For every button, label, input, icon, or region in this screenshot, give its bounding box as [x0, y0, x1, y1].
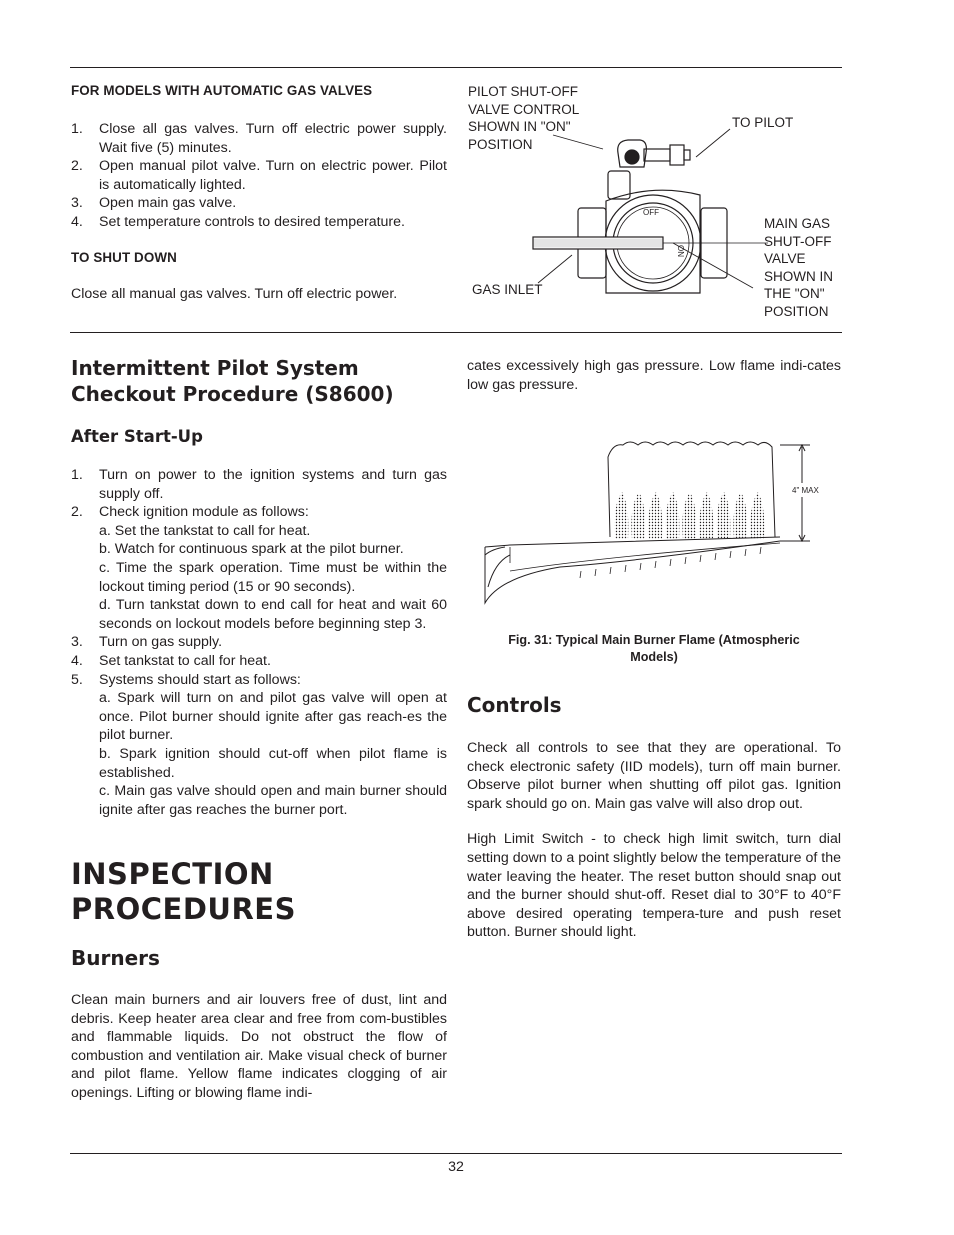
section-divider-rule	[70, 332, 842, 333]
sub-item: b. Watch for continuous spark at the pilot burner.	[99, 541, 404, 558]
sub-item: a. Spark will turn on and pilot gas valve will open at once. Pilot burner should ignite after gas reach-es the pilot burner.	[99, 690, 447, 744]
list-item: 4. Set tankstat to call for heat.	[71, 652, 271, 669]
automatic-gas-valves-section	[71, 83, 447, 303]
list-item: 1. Turn on power to the ignition systems and turn gas supply off.	[71, 467, 447, 502]
controls-paragraph-2: High Limit Switch - to check high limit switch, turn dial setting down to a point slightly below the temperature of the water leaving the heater. The reset button should snap out and the burner should shut-off. Reset dial to 30°F to 40°F above desired operating tempera-ture and push reset button. Burner should light.	[467, 831, 841, 941]
gas-inlet-label: GAS INLET	[472, 282, 543, 297]
controls-heading: Controls	[467, 693, 562, 717]
figure-31-caption: Fig. 31: Typical Main Burner Flame (Atmospheric Models)	[508, 633, 800, 664]
max-height-label: 4" MAX	[792, 486, 819, 495]
burner-flame-figure	[480, 437, 830, 612]
sub-item: a. Set the tankstat to call for heat.	[99, 522, 311, 539]
intermittent-pilot-title: Intermittent Pilot System Checkout Procedure (S8600)	[71, 356, 394, 406]
after-start-up-heading: After Start-Up	[71, 427, 203, 446]
dial-on-label: ON	[676, 245, 685, 257]
list-item: 2. Check ignition module as follows: a. Set the tankstat to call for heat. b. Watch for continuous spark at the pilot burner. c. Time the spark operation. Time must be within the lockout timing period (15 or 90 seconds). d. Turn tankstat down to end call for heat and wait 60 seconds on lockout models before beginning step 3.	[71, 504, 447, 632]
list-item: 3. Open main gas valve.	[71, 195, 237, 212]
list-item: 1. Close all gas valves. Turn off electric power supply. Wait five (5) minutes.	[71, 121, 447, 156]
sub-item: c. Time the spark operation. Time must be within the lockout timing period (15 or 90 seconds).	[99, 559, 447, 595]
main-gas-shutoff-label: MAIN GAS SHUT-OFF VALVE SHOWN IN THE "ON" POSITION	[764, 216, 833, 319]
start-up-steps-list	[71, 466, 447, 819]
shut-down-text: Close all manual gas valves. Turn off electric power.	[71, 285, 398, 302]
pilot-shutoff-label: PILOT SHUT-OFF VALVE CONTROL SHOWN IN "ON" POSITION	[468, 84, 580, 152]
sub-item: c. Main gas valve should open and main burner should ignite after gas reaches the burner port.	[99, 783, 447, 818]
list-item: 3. Turn on gas supply.	[71, 634, 223, 651]
burners-continued-text: cates excessively high gas pressure. Low flame indi-cates low gas pressure.	[467, 358, 841, 393]
burners-text: Clean main burners and air louvers free of dust, lint and debris. Keep heater area clear and free from com-bustibles and flammable liquids. Do not obstruct the flow of combustion and ventilation air. Make visual check of burner and pilot flame. Yellow flame indicates clogging of air openings. Lifting or blowing flame indi-	[71, 992, 447, 1101]
burner-flame-illustration	[480, 437, 830, 612]
intermittent-pilot-section	[71, 355, 447, 819]
shut-down-heading: TO SHUT DOWN	[71, 249, 177, 265]
inspection-procedures-title: INSPECTION PROCEDURES	[71, 857, 296, 926]
burners-heading: Burners	[71, 946, 160, 970]
footer-rule	[70, 1153, 842, 1154]
to-pilot-label: TO PILOT	[732, 115, 794, 130]
page-number: 32	[448, 1159, 464, 1175]
dial-off-label: OFF	[643, 208, 659, 217]
list-item: 5. Systems should start as follows: a. Spark will turn on and pilot gas valve will open at once. Pilot burner should ignite after gas reach-es the pilot burner. b. Spark ignition should cut-off when pilot flame is established. c. Main gas valve should open and main burner should ignite after gas reaches the burner port.	[71, 671, 447, 818]
inspection-section	[71, 857, 447, 1103]
sub-item: b. Spark ignition should cut-off when pilot flame is established.	[99, 745, 447, 781]
top-rule	[70, 67, 842, 68]
automatic-steps-list	[71, 120, 447, 232]
sub-item: d. Turn tankstat down to end call for heat and wait 60 seconds on lockout models before beginning step 3.	[99, 597, 447, 632]
automatic-gas-valves-heading: FOR MODELS WITH AUTOMATIC GAS VALVES	[71, 83, 373, 98]
controls-paragraph-1: Check all controls to see that they are operational. To check electronic safety (IID models), turn off main burner. Observe pilot burner when shutting off pilot gas. Ignition spark should go on. Main gas valve will also drop out.	[467, 740, 841, 812]
controls-section	[467, 692, 841, 942]
list-item: 4. Set temperature controls to desired temperature.	[71, 213, 405, 230]
list-item: 2. Open manual pilot valve. Turn on electric power. Pilot is automatically lighted.	[71, 158, 447, 193]
gas-valve-figure	[468, 83, 848, 328]
